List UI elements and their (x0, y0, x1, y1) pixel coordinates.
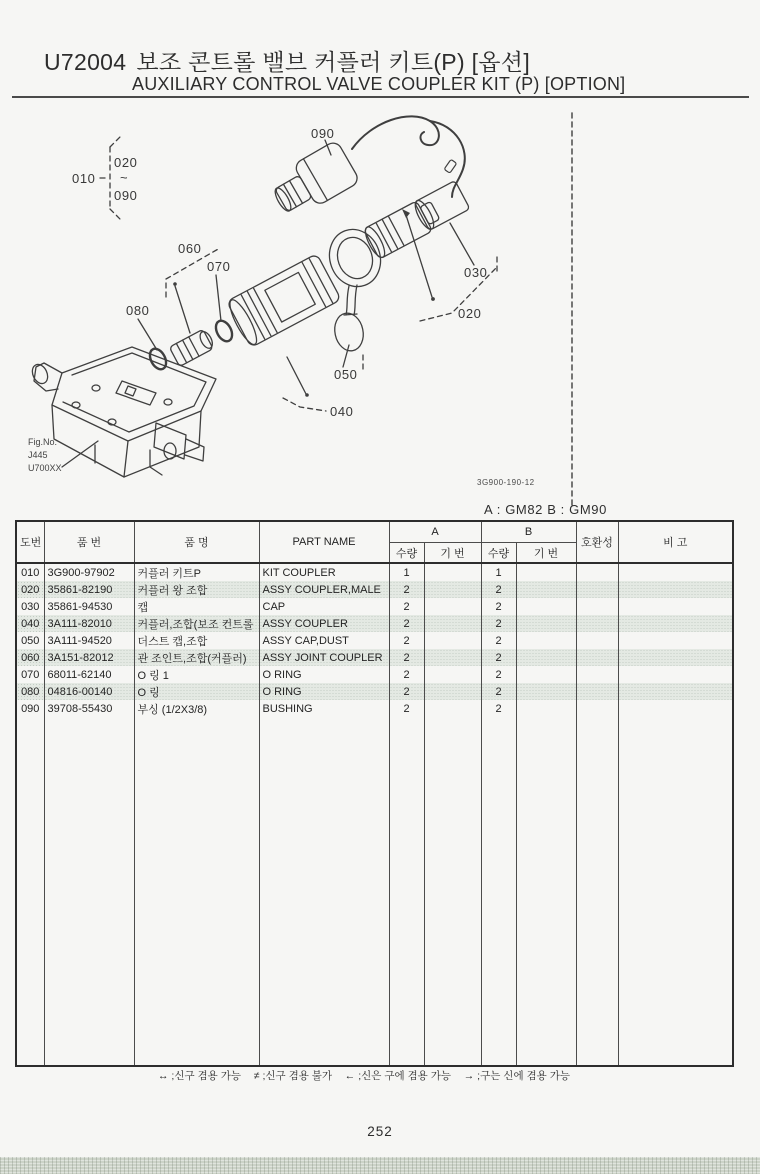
cell-remarks (618, 683, 733, 700)
callout-050: 050 (334, 367, 358, 382)
section-code: U72004 (44, 49, 127, 75)
cell-ref: 040 (16, 615, 44, 632)
cell-serial-b (516, 683, 576, 700)
cell-name-kr: 캡 (134, 598, 259, 615)
cell-qty-a: 2 (389, 581, 424, 598)
cell-name-kr: 커플러 왕 조합 (134, 581, 259, 598)
cell-ref: 030 (16, 598, 44, 615)
cell-qty-b: 2 (481, 615, 516, 632)
cell-ref: 080 (16, 683, 44, 700)
male-coupler-020-part (362, 195, 443, 260)
table-row (16, 598, 733, 615)
header-qty-b: 수량 (481, 543, 516, 564)
table-empty-filler (16, 717, 733, 1066)
cell-part-name: O RING (259, 683, 389, 700)
cell-remarks (618, 632, 733, 649)
cell-qty-a: 1 (389, 563, 424, 581)
header-part-name: PART NAME (259, 521, 389, 563)
cell-ref: 090 (16, 700, 44, 717)
callout-090: 090 (311, 126, 335, 141)
cell-part-name: ASSY CAP,DUST (259, 632, 389, 649)
cell-qty-a: 2 (389, 632, 424, 649)
cell-serial-b (516, 581, 576, 598)
cell-part-no: 68011-62140 (44, 666, 134, 683)
fig-no-line2: U700XX (28, 463, 62, 473)
cell-qty-a: 2 (389, 615, 424, 632)
cell-ref: 010 (16, 563, 44, 581)
cell-name-kr: O 링 1 (134, 666, 259, 683)
callout-040: 040 (330, 404, 354, 419)
cell-part-no: 3A111-94520 (44, 632, 134, 649)
o-ring-070-part (213, 318, 236, 344)
lanyard-wire (352, 116, 439, 149)
header-ref: 도번 (16, 521, 44, 563)
cell-compat (576, 649, 618, 666)
valve-body-drawing (29, 347, 216, 477)
joint-coupler-060-part (169, 328, 216, 367)
title-underline (12, 96, 749, 98)
cell-qty-b: 2 (481, 598, 516, 615)
cell-qty-a: 2 (389, 700, 424, 717)
table-row (16, 666, 733, 683)
filler-cell (16, 717, 44, 1066)
cell-qty-a: 2 (389, 683, 424, 700)
page-title-english: AUXILIARY CONTROL VALVE COUPLER KIT (P) [OPTION] (132, 74, 626, 94)
cell-qty-a: 2 (389, 649, 424, 666)
parts-table (15, 520, 734, 1067)
cell-serial-a (424, 581, 481, 598)
cell-ref: 060 (16, 649, 44, 666)
cell-remarks (618, 700, 733, 717)
cell-qty-b: 2 (481, 581, 516, 598)
dust-cap-050-part (322, 222, 389, 353)
cell-serial-b (516, 700, 576, 717)
cell-serial-a (424, 615, 481, 632)
cell-serial-b (516, 563, 576, 581)
cell-name-kr: 커플러 키트P (134, 563, 259, 581)
header-group-a: A (389, 521, 481, 543)
title-korean-text: 보조 콘트롤 밸브 커플러 키트(P) [옵션] (136, 49, 531, 75)
cell-serial-a (424, 563, 481, 581)
cell-remarks (618, 581, 733, 598)
cell-serial-a (424, 683, 481, 700)
cell-part-no: 39708-55430 (44, 700, 134, 717)
page-title-korean (44, 44, 530, 77)
cell-compat (576, 666, 618, 683)
header-serial-b: 기 번 (516, 543, 576, 564)
cell-part-no: 3A111-82010 (44, 615, 134, 632)
filler-cell (389, 717, 424, 1066)
group-to-090: 090 (114, 188, 138, 203)
cell-qty-b: 2 (481, 632, 516, 649)
cell-part-no: 35861-94530 (44, 598, 134, 615)
table-row (16, 683, 733, 700)
table-row (16, 615, 733, 632)
variant-note: A : GM82 B : GM90 (484, 502, 607, 517)
filler-cell (44, 717, 134, 1066)
drawing-number: 3G900-190-12 (477, 478, 535, 487)
cell-remarks (618, 615, 733, 632)
cell-compat (576, 700, 618, 717)
header-qty-a: 수량 (389, 543, 424, 564)
cell-serial-a (424, 666, 481, 683)
cell-ref: 020 (16, 581, 44, 598)
table-row (16, 649, 733, 666)
plug-cap-090-part (266, 140, 360, 222)
table-row (16, 563, 733, 581)
fig-no-prefix: Fig.No. (28, 437, 58, 447)
legend-item: ↔ ;신구 겸용 가능 (158, 1070, 242, 1082)
cell-compat (576, 581, 618, 598)
filler-cell (481, 717, 516, 1066)
lanyard-wire-tail (430, 121, 465, 197)
legend-item: → ;구는 신에 겸용 가능 (463, 1070, 570, 1082)
o-ring-080-part (147, 346, 170, 372)
coupler-body-040-part (225, 254, 341, 349)
cell-part-name: ASSY JOINT COUPLER (259, 649, 389, 666)
exploded-diagram (0, 105, 760, 510)
group-from-020: 020 (114, 155, 138, 170)
cell-compat (576, 615, 618, 632)
cell-serial-b (516, 649, 576, 666)
cell-compat (576, 598, 618, 615)
cell-part-name: CAP (259, 598, 389, 615)
bottom-scan-bar (0, 1157, 760, 1174)
header-compat: 호환성 (576, 521, 618, 563)
cell-part-name: ASSY COUPLER (259, 615, 389, 632)
cell-part-no: 3A151-82012 (44, 649, 134, 666)
filler-cell (259, 717, 389, 1066)
compatibility-legend (158, 1068, 570, 1083)
header-serial-a: 기 번 (424, 543, 481, 564)
callout-020: 020 (458, 306, 482, 321)
cell-serial-a (424, 700, 481, 717)
legend-item: ≠ ;신구 겸용 불가 (253, 1070, 333, 1082)
cell-qty-b: 2 (481, 683, 516, 700)
cell-remarks (618, 666, 733, 683)
cell-serial-a (424, 649, 481, 666)
header-name-kr: 품 명 (134, 521, 259, 563)
page-number: 252 (367, 1124, 393, 1139)
cell-name-kr: 부싱 (1/2X3/8) (134, 700, 259, 717)
table-header (16, 521, 733, 563)
cell-remarks (618, 563, 733, 581)
cell-qty-b: 2 (481, 666, 516, 683)
header-part-no: 품 번 (44, 521, 134, 563)
header-group-b: B (481, 521, 576, 543)
cell-serial-a (424, 598, 481, 615)
cell-qty-b: 2 (481, 649, 516, 666)
cell-ref: 070 (16, 666, 44, 683)
cell-remarks (618, 598, 733, 615)
filler-cell (516, 717, 576, 1066)
filler-cell (134, 717, 259, 1066)
cell-part-name: KIT COUPLER (259, 563, 389, 581)
cell-name-kr: 더스트 캡,조합 (134, 632, 259, 649)
table-row (16, 632, 733, 649)
cell-qty-b: 2 (481, 700, 516, 717)
cell-serial-a (424, 632, 481, 649)
cell-name-kr: 커플러,조합(보조 컨트롤 (134, 615, 259, 632)
table-row (16, 581, 733, 598)
callout-070: 070 (207, 259, 231, 274)
filler-cell (576, 717, 618, 1066)
cell-serial-b (516, 598, 576, 615)
cell-serial-b (516, 632, 576, 649)
cell-compat (576, 632, 618, 649)
header-remarks: 비 고 (618, 521, 733, 563)
callout-010: 010 (72, 171, 96, 186)
callout-060: 060 (178, 241, 202, 256)
callout-030: 030 (464, 265, 488, 280)
fig-no-line1: J445 (28, 450, 48, 460)
cap-030-part (412, 181, 470, 232)
cell-qty-a: 2 (389, 666, 424, 683)
cell-qty-a: 2 (389, 598, 424, 615)
cell-part-name: BUSHING (259, 700, 389, 717)
cell-ref: 050 (16, 632, 44, 649)
filler-cell (618, 717, 733, 1066)
cell-name-kr: O 링 (134, 683, 259, 700)
legend-item: ← ;신은 구에 겸용 가능 (344, 1070, 452, 1082)
callout-080: 080 (126, 303, 150, 318)
cell-serial-b (516, 615, 576, 632)
cell-compat (576, 683, 618, 700)
cell-name-kr: 관 조인트,조합(커플러) (134, 649, 259, 666)
wire-connector (444, 159, 457, 173)
cell-remarks (618, 649, 733, 666)
cell-serial-b (516, 666, 576, 683)
cell-qty-b: 1 (481, 563, 516, 581)
cell-part-no: 3G900-97902 (44, 563, 134, 581)
cell-compat (576, 563, 618, 581)
cell-part-no: 35861-82190 (44, 581, 134, 598)
cell-part-name: ASSY COUPLER,MALE (259, 581, 389, 598)
cell-part-no: 04816-00140 (44, 683, 134, 700)
group-tilde: ~ (120, 170, 129, 185)
filler-cell (424, 717, 481, 1066)
cell-part-name: O RING (259, 666, 389, 683)
table-row (16, 700, 733, 717)
